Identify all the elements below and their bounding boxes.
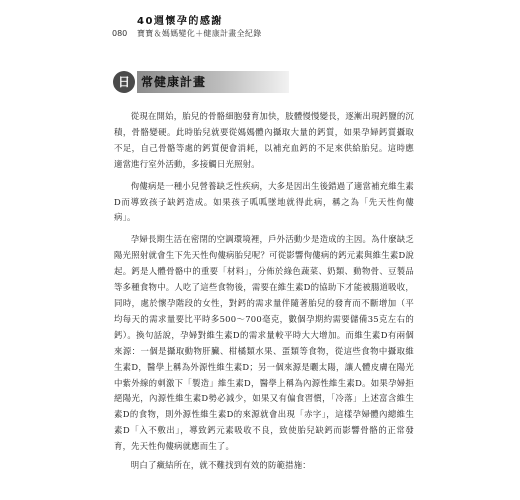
book-title: 40週懷孕的感謝 bbox=[137, 16, 223, 27]
book-subtitle: 寶寶＆媽媽變化＋健康計畫全紀錄 bbox=[137, 29, 262, 38]
paragraph: 孕婦長期生活在密閉的空調環境裡，戶外活動少是造成的主因。為什麼缺乏陽光照射就會生下先天性佝僂病胎兒呢？可從影響佝僂病的鈣元素與維生素D說起。鈣是人體骨骼中的重要「材料」，分佈於綠色蔬菜、奶類、動物骨、豆製品等多種食物中。人吃了這些食物後，需要在維生素D的協助下才能被腸道吸收，同時，處於懷孕階段的女性，對鈣的需求量伴隨著胎兒的發育而不斷增加（平均每天的需求量要比平時多500～700毫克，數個孕期約需要儲備35克左右的鈣）。換句話說，孕婦對維生素D的需求量較平時大大增加。而維生素D有兩個來源：一個是攝取動物肝臟、柑橘類水果、蛋類等食物，從這些食物中攝取維生素D，醫學上稱為外源性維生素D；另一個來源是曬太陽，讓人體皮膚在陽光中紫外線的刺激下「製造」維生素D，醫學上稱為內源性維生素D。如果孕婦拒絕陽光，內源性維生素D勢必減少，如果又有偏食習慣，「冷落」上述富含維生素D的食物，則外源性維生素D的來源就會出現「赤字」，這樣孕婦體內總維生素D「入不敷出」，導致鈣元素吸收不良，致使胎兒缺鈣而影響骨骼的正常發育，先天性佝僂病就應而生了。 bbox=[114, 234, 414, 452]
section-heading bbox=[113, 70, 293, 93]
section-marker-icon: 日 bbox=[113, 71, 135, 93]
page-number: 080 bbox=[112, 29, 128, 38]
paragraph: 從現在開始，胎兒的骨骼細胞發育加快，肢體慢慢變長，逐漸出現鈣鹽的沉積，骨骼變硬。此時胎兒就要從媽媽體內攝取大量的鈣質，如果孕婦鈣質攝取不足，自己骨骼等處的鈣質便會消耗，以補充血鈣的不足來供給胎兒。這時應適當進行室外活動，多接觸日光照射。 bbox=[114, 111, 414, 169]
paragraph: 明白了癥結所在，就不難找到有效的防範措施： bbox=[130, 460, 311, 471]
paragraph: 佝僂病是一種小兒營養缺乏性疾病，大多是因出生後錯過了適當補充維生素D而導致孩子缺鈣造成。如果孩子呱呱墜地就得此病，稱之為「先天性佝僂病」。 bbox=[114, 180, 414, 223]
section-title: 常健康計畫 bbox=[141, 75, 207, 89]
section-title-bar bbox=[137, 71, 289, 93]
body-text bbox=[114, 109, 414, 480]
